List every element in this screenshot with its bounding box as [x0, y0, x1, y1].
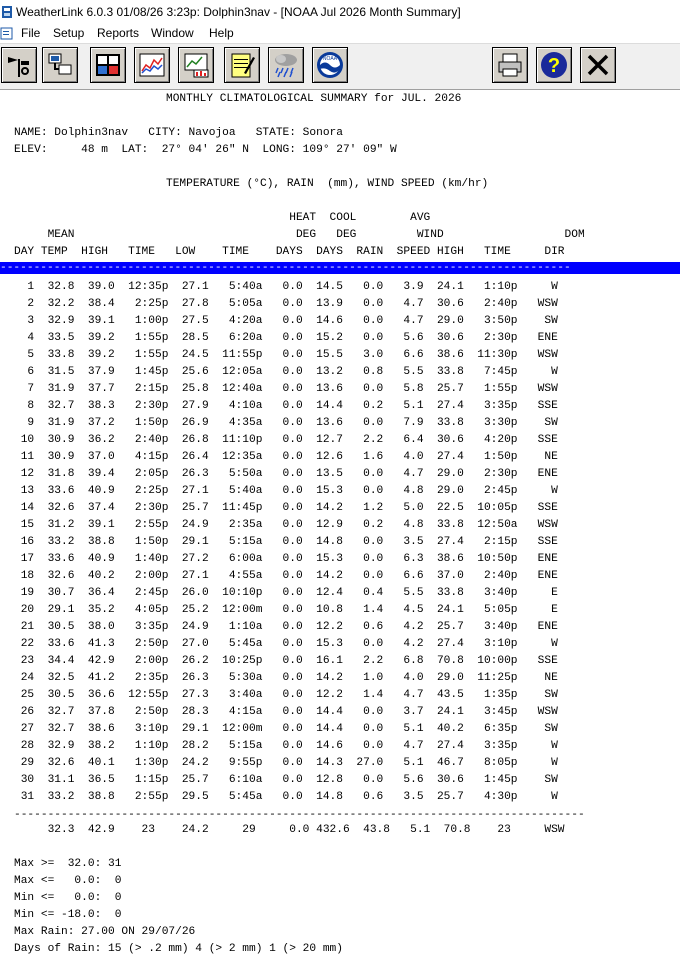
header-separator: -------------------------------------------------------------------------------------	[0, 262, 571, 274]
table-row: 4 33.5 39.2 1:55p 28.5 6:20a 0.0 15.2 0.0 5.6 30.6 2:30p ENE	[14, 332, 558, 344]
table-row: 8 32.7 38.3 2:30p 27.9 4:10a 0.0 14.4 0.2 5.1 27.4 3:35p SSE	[14, 400, 558, 412]
help-icon	[540, 51, 568, 79]
table-row: 22 33.6 41.3 2:50p 27.0 5:45a 0.0 15.3 0.0 4.2 27.4 3:10p W	[14, 638, 558, 650]
svg-text:?: ?	[547, 55, 561, 77]
stat-line: Min <= -18.0: 0	[14, 909, 122, 921]
station-icon	[5, 51, 33, 79]
column-header-1: HEAT COOL AVG	[14, 212, 431, 224]
bulletin-button[interactable]	[90, 47, 126, 83]
table-row: 10 30.9 36.2 2:40p 26.8 11:10p 0.0 12.7 2.2 6.4 30.6 4:20p SSE	[14, 434, 558, 446]
table-row: 26 32.7 37.8 2:50p 28.3 4:15a 0.0 14.4 0.0 3.7 24.1 3:45p WSW	[14, 706, 558, 718]
svg-text:NOAA: NOAA	[322, 56, 338, 62]
totals-row: 32.3 42.9 23 24.2 29 0.0 432.6 43.8 5.1 70.8 23 WSW	[14, 824, 565, 836]
table-row: 5 33.8 39.2 1:55p 24.5 11:55p 0.0 15.5 3.0 6.6 38.6 11:30p WSW	[14, 349, 558, 361]
table-row: 20 29.1 35.2 4:05p 25.2 12:00m 0.0 10.8 1.4 4.5 24.1 5:05p E	[14, 604, 558, 616]
units-line: TEMPERATURE (°C), RAIN (mm), WIND SPEED (km/hr)	[166, 178, 489, 190]
connect-icon	[46, 51, 74, 79]
table-row: 7 31.9 37.7 2:15p 25.8 12:40a 0.0 13.6 0.0 5.8 25.7 1:55p WSW	[14, 383, 558, 395]
noaa-button[interactable]	[312, 47, 348, 83]
summary-button[interactable]	[178, 47, 214, 83]
table-row: 31 33.2 38.8 2:55p 29.5 5:45a 0.0 14.8 0.6 3.5 25.7 4:30p W	[14, 791, 558, 803]
table-row: 16 33.2 38.8 1:50p 29.1 5:15a 0.0 14.8 0.0 3.5 27.4 2:15p SSE	[14, 536, 558, 548]
table-row: 6 31.5 37.9 1:45p 25.6 12:05a 0.0 13.2 0.8 5.5 33.8 7:45p W	[14, 366, 558, 378]
toolbar	[0, 43, 680, 90]
menu-setup[interactable]: Setup	[53, 26, 85, 40]
stat-line: Max Rain: 27.00 ON 29/07/26	[14, 926, 196, 938]
table-row: 27 32.7 38.6 3:10p 29.1 12:00m 0.0 14.4 0.0 5.1 40.2 6:35p SW	[14, 723, 558, 735]
connect-button[interactable]	[42, 47, 78, 83]
table-row: 13 33.6 40.9 2:25p 27.1 5:40a 0.0 15.3 0.0 4.8 29.0 2:45p W	[14, 485, 558, 497]
menu-help[interactable]: Help	[209, 26, 234, 40]
table-row: 3 32.9 39.1 1:00p 27.5 4:20a 0.0 14.6 0.0 4.7 29.0 3:50p SW	[14, 315, 558, 327]
column-header-2: MEAN DEG DEG WIND DOM	[14, 229, 585, 241]
window-title: WeatherLink 6.0.3 01/08/26 3:23p: Dolphin3nav - [NOAA Jul 2026 Month Summary]	[16, 5, 461, 19]
station-button[interactable]	[1, 47, 37, 83]
report-title: MONTHLY CLIMATOLOGICAL SUMMARY for JUL. 2026	[166, 93, 462, 105]
table-row: 17 33.6 40.9 1:40p 27.2 6:00a 0.0 15.3 0.0 6.3 38.6 10:50p ENE	[14, 553, 558, 565]
table-row: 25 30.5 36.6 12:55p 27.3 3:40a 0.0 12.2 1.4 4.7 43.5 1:35p SW	[14, 689, 558, 701]
report-view[interactable]	[0, 90, 680, 959]
document-icon[interactable]	[0, 27, 14, 40]
footer-separator: -------------------------------------------------------------------------------------	[14, 809, 585, 821]
table-row: 23 34.4 42.9 2:00p 26.2 10:25p 0.0 16.1 2.2 6.8 70.8 10:00p SSE	[14, 655, 558, 667]
menu-reports[interactable]: Reports	[97, 26, 140, 40]
graph-button[interactable]	[134, 47, 170, 83]
menu-file[interactable]: File	[21, 26, 41, 40]
close-button[interactable]	[580, 47, 616, 83]
table-row: 28 32.9 38.2 1:10p 28.2 5:15a 0.0 14.6 0.0 4.7 27.4 3:35p W	[14, 740, 558, 752]
table-row: 2 32.2 38.4 2:25p 27.8 5:05a 0.0 13.9 0.0 4.7 30.6 2:40p WSW	[14, 298, 558, 310]
table-row: 29 32.6 40.1 1:30p 24.2 9:55p 0.0 14.3 27.0 5.1 46.7 8:05p W	[14, 757, 558, 769]
table-row: 30 31.1 36.5 1:15p 25.7 6:10a 0.0 12.8 0.0 5.6 30.6 1:45p SW	[14, 774, 558, 786]
rain-icon	[272, 51, 300, 79]
column-header-3: DAY TEMP HIGH TIME LOW TIME DAYS DAYS RAIN SPEED HIGH TIME DIR	[14, 246, 565, 258]
table-row: 12 31.8 39.4 2:05p 26.3 5:50a 0.0 13.5 0.0 4.7 29.0 2:30p ENE	[14, 468, 558, 480]
stat-line: Max <= 0.0: 0	[14, 875, 122, 887]
summary-icon	[182, 51, 210, 79]
notepad-icon	[228, 51, 256, 79]
station-name-line: NAME: Dolphin3nav CITY: Navojoa STATE: Sonora	[14, 127, 343, 139]
close-icon	[584, 51, 612, 79]
rain-button[interactable]	[268, 47, 304, 83]
help-button[interactable]	[536, 47, 572, 83]
table-row: 14 32.6 37.4 2:30p 25.7 11:45p 0.0 14.2 1.2 5.0 22.5 10:05p SSE	[14, 502, 558, 514]
table-row: 24 32.5 41.2 2:35p 26.3 5:30a 0.0 14.2 1.0 4.0 29.0 11:25p NE	[14, 672, 558, 684]
noaa-icon	[316, 51, 344, 79]
table-row: 21 30.5 38.0 3:35p 24.9 1:10a 0.0 12.2 0.6 4.2 25.7 3:40p ENE	[14, 621, 558, 633]
table-row: 19 30.7 36.4 2:45p 26.0 10:10p 0.0 12.4 0.4 5.5 33.8 3:40p E	[14, 587, 558, 599]
stat-line: Min <= 0.0: 0	[14, 892, 122, 904]
graph-icon	[138, 51, 166, 79]
stat-line: Days of Rain: 15 (> .2 mm) 4 (> 2 mm) 1 (> 20 mm)	[14, 943, 343, 955]
table-row: 9 31.9 37.2 1:50p 26.9 4:35a 0.0 13.6 0.0 7.9 33.8 3:30p SW	[14, 417, 558, 429]
elevation-line: ELEV: 48 m LAT: 27° 04' 26" N LONG: 109° 27' 09" W	[14, 144, 397, 156]
print-button[interactable]	[492, 47, 528, 83]
table-row: 1 32.8 39.0 12:35p 27.1 5:40a 0.0 14.5 0.0 3.9 24.1 1:10p W	[14, 281, 558, 293]
notepad-button[interactable]	[224, 47, 260, 83]
menu-bar	[0, 24, 680, 43]
printer-icon	[496, 51, 524, 79]
table-row: 15 31.2 39.1 2:55p 24.9 2:35a 0.0 12.9 0.2 4.8 33.8 12:50a WSW	[14, 519, 558, 531]
bulletin-icon	[94, 51, 122, 79]
stat-line: Max >= 32.0: 31	[14, 858, 122, 870]
table-row: 18 32.6 40.2 2:00p 27.1 4:55a 0.0 14.2 0.0 6.6 37.0 2:40p ENE	[14, 570, 558, 582]
menu-window[interactable]: Window	[151, 26, 194, 40]
app-icon	[2, 6, 12, 18]
title-bar	[0, 0, 680, 24]
table-row: 11 30.9 37.0 4:15p 26.4 12:35a 0.0 12.6 1.6 4.0 27.4 1:50p NE	[14, 451, 558, 463]
